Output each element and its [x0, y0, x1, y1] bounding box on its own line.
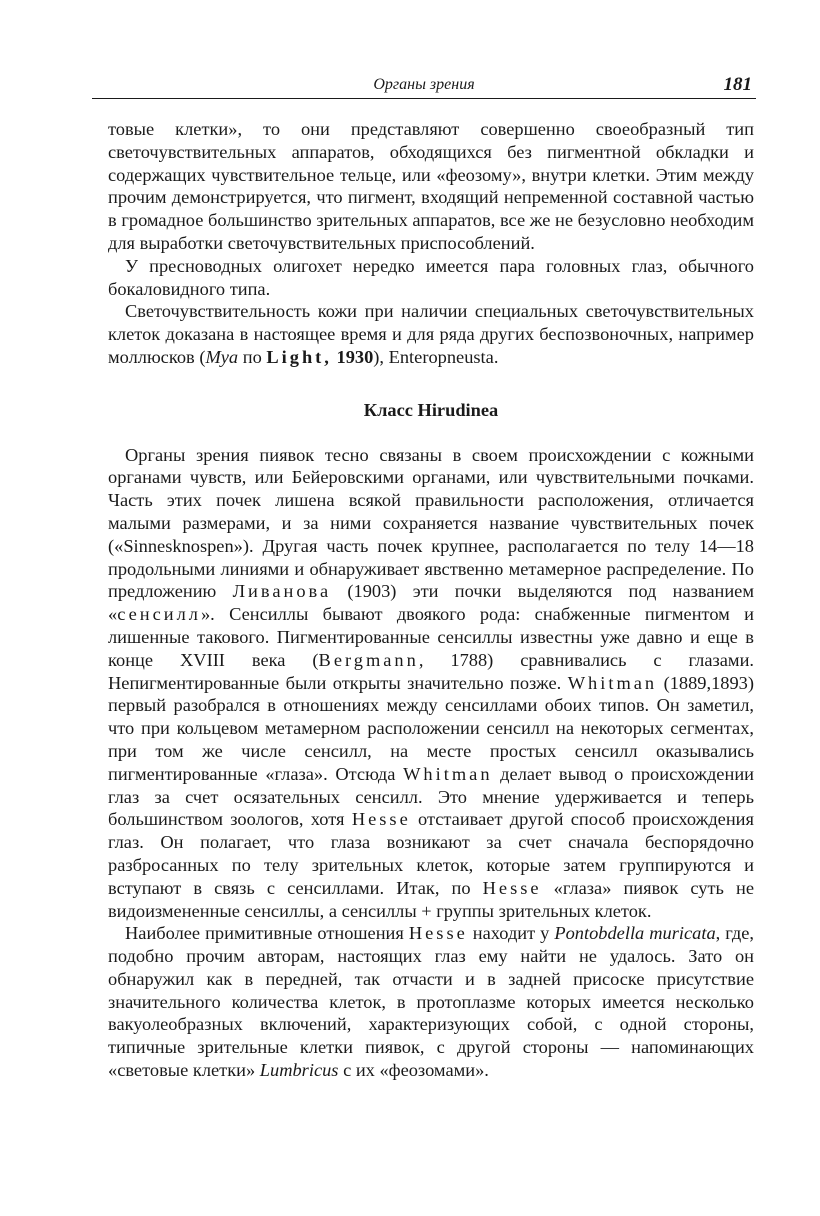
species-pontobdella: Pontobdella muricata: [554, 923, 716, 944]
author-bergmann: Bergmann: [318, 649, 419, 670]
page-number: 181: [723, 74, 752, 95]
author-hesse: Hesse: [351, 809, 411, 830]
running-header: [92, 76, 756, 100]
author-livanov: Ливанова: [232, 581, 332, 602]
year-1930: 1930: [336, 346, 374, 367]
author-hesse: Hesse: [408, 923, 468, 944]
paragraph-5: [108, 922, 754, 1082]
text-run: , где, подобно прочим авторам, настоящих глаз ему найти не удалось. Зато он обнаружил как в передней, так отчасти и в задней присоске присутствие значительного количества клеток, в протоплазме которых имеется несколько вакуолеобразных включений, характеризующих собой, с одной стороны, типичные зрительные клетки пиявок, с другой стороны — напоминающих «световые клетки»: [108, 923, 754, 1081]
genus-mya: Mya: [205, 346, 239, 367]
text-run: ». Сенсиллы бывают двоякого рода: снабженные пигментом и лишенные такового. Пигментированные сенсиллы известны уже давно и еще в конце XVIII века (: [108, 604, 754, 670]
text-run: (1903) эти почки выделяются под названием «: [108, 581, 754, 625]
genus-lumbricus: Lumbricus: [259, 1060, 339, 1081]
text-run: , 1788) сравнивались с глазами. Непигментированные были открыты значительно позже.: [108, 649, 755, 693]
section-heading: Класс Hirudinea: [363, 399, 499, 420]
author-light: Light,: [266, 346, 332, 367]
text-run: «глаза» пиявок суть не видоизмененные сенсиллы, а сенсиллы + группы зрительных клеток.: [108, 877, 754, 921]
text-run: (1889,1893) первый разобрался в отношениях между сенсиллами обоих типов. Он заметил, что при кольцевом метамерном расположении сенсилл на некоторых сегментах, при том же числе сенсилл, на месте простых сенсилл оказывались пигментированные «глаза». Отсюда: [108, 672, 754, 784]
paragraph-1: товые клетки», то они представляют совершенно своеобразный тип светочувствительных аппаратов, обходящихся без пигментной обкладки и содержащих чувствительное тельце, или «феозому», внутри клетки. Этим между прочим демонстрируется, что пигмент, входящий непременной составной частью в громадное большинство зрительных аппаратов, все же не безусловно необходим для выработки светочувствительных приспособлений.: [108, 119, 754, 253]
text-run: с их «феозомами».: [338, 1060, 489, 1081]
author-hesse: Hesse: [482, 877, 542, 898]
running-title: Органы зрения: [373, 76, 475, 93]
author-whitman: Whitman: [567, 672, 658, 693]
term-sensilla: сенсилл: [117, 604, 201, 625]
text-run: по: [238, 346, 267, 367]
author-whitman: Whitman: [403, 763, 493, 784]
body-text: [108, 118, 754, 1082]
text-run: находит у: [467, 923, 555, 944]
paragraph-3: [108, 300, 754, 368]
text-run: ), Enteropneusta.: [373, 346, 499, 367]
paragraph-2: У пресноводных олигохет нередко имеется пара головных глаз, обычного бокаловидного типа.: [108, 255, 754, 299]
header-rule: [92, 98, 756, 99]
text-run: Наиболее примитивные отношения: [125, 923, 409, 944]
text-run: Светочувствительность кожи при наличии специальных светочувствительных клеток доказана в настоящее время и для ряда других беспозвоночных, например моллюсков (: [108, 301, 754, 367]
text-run: отстаивает другой способ происхождения глаз. Он полагает, что глаза возникают за счет сначала беспорядочно разбросанных по телу зрительных клеток, которые затем группируются и вступают в связь с сенсиллами. Итак, по: [108, 809, 754, 898]
text-run: Органы зрения пиявок тесно связаны в своем происхождении с кожными органами чувств, или Бейеровскими органами, или чувствительными почками. Часть этих почек лишена всякой правильности расположения, отличается малыми размерами, и за ними сохраняется название чувствительных почек («Sinnesknospen»). Другая часть почек крупнее, располагается по телу 14—18 продольными линиями и обнаруживает явственно метамерное распределение. По предложению: [108, 444, 754, 602]
paragraph-4: [108, 444, 754, 923]
text-run: делает вывод о происхождении глаз за счет осязательных сенсилл. Это мнение удерживается и теперь большинством зоологов, хотя: [108, 763, 754, 830]
